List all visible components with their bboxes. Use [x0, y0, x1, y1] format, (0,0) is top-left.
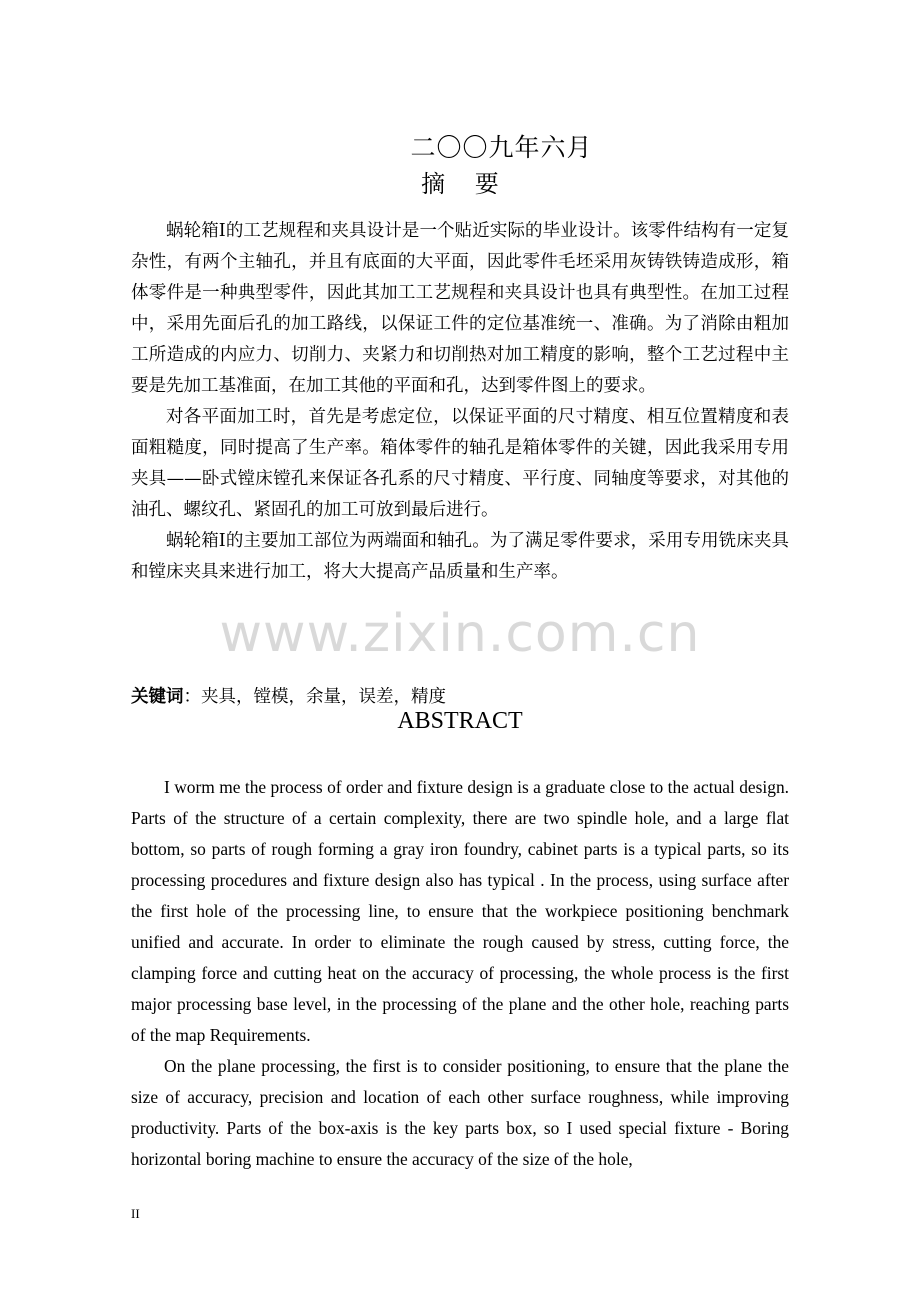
page-number: II	[131, 1206, 140, 1221]
cn-paragraph-1: 蜗轮箱Ⅰ的工艺规程和夹具设计是一个贴近实际的毕业设计。该零件结构有一定复杂性，有两个主轴孔，并且有底面的大平面，因此零件毛坯采用灰铸铁铸造成形，箱体零件是一种典型零件，因此其加工工艺规程和夹具设计也具有典型性。在加工过程中，采用先面后孔的加工路线，以保证工件的定位基准统一、准确。为了消除由粗加工所造成的内应力、切削力、夹紧力和切削热对加工精度的影响，整个工艺过程中主要是先加工基准面，在加工其他的平面和孔，达到零件图上的要求。	[131, 221, 789, 396]
en-paragraph-1: I worm me the process of order and fixture design is a graduate close to the actual design. Parts of the structure of a certain complexity, there are two spindle hole, and a large flat bottom, so parts of rough forming a gray iron foundry, cabinet parts is a typical parts, so its processing procedures and fixture design also has typical . In the process, using surface after the first hole of the processing line, to ensure that the workpiece positioning benchmark unified and accurate. In order to eliminate the rough caused by stress, cutting force, the clamping force and cutting heat on the accuracy of processing, the whole process is the first major processing base level, in the processing of the plane and the other hole, reaching parts of the map Requirements.	[131, 777, 789, 1045]
abstract-title: 摘 要	[421, 170, 499, 198]
cn-paragraph-2: 对各平面加工时，首先是考虑定位，以保证平面的尺寸精度、相互位置精度和表面粗糙度，同时提高了生产率。箱体零件的轴孔是箱体零件的关键，因此我采用专用夹具——卧式镗床镗孔来保证各孔系的尺寸精度、平行度、同轴度等要求，对其他的油孔、螺纹孔、紧固孔的加工可放到最后进行。	[131, 407, 789, 520]
cn-paragraph-3: 蜗轮箱Ⅰ的主要加工部位为两端面和轴孔。为了满足零件要求，采用专用铣床夹具和镗床夹具来进行加工，将大大提高产品质量和生产率。	[131, 531, 789, 582]
keywords-label: 关键词	[131, 687, 184, 707]
english-abstract-body	[131, 772, 789, 1175]
date-line: 二〇〇九年六月	[410, 133, 593, 162]
english-abstract-title: ABSTRACT	[397, 708, 523, 734]
keywords-text: ：夹具，镗模，余量，误差，精度	[183, 687, 446, 707]
en-paragraph-2: On the plane processing, the first is to consider positioning, to ensure that the plane the size of accuracy, precision and location of each other surface roughness, while improving productivity. Parts of the box-axis is the key parts box, so I used special fixture - Boring horizontal boring machine to ensure the accuracy of the size of the hole,	[131, 1056, 789, 1169]
chinese-abstract-body	[131, 216, 789, 588]
watermark: www.zixin.com.cn	[219, 604, 701, 664]
